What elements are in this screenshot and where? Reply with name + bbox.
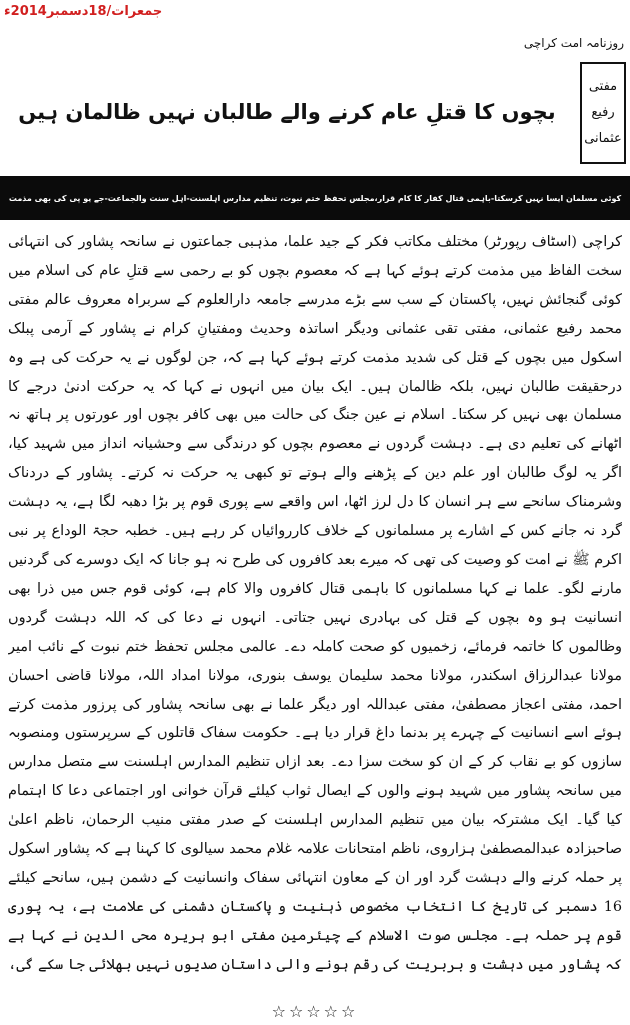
byline-line-3: عثمانی (584, 131, 622, 146)
end-stars: ☆☆☆☆☆ (271, 1002, 359, 1021)
strapline-bar (0, 176, 630, 220)
newspaper-source: روزنامہ امت کراچی (523, 36, 624, 50)
strapline-text: کوئی مسلمان ایسا نہیں کرسکتا-باہمی قتال کفار کا کام قرار،مجلس تحفظ ختم نبوت، تنظیم مدارس اہلسنت-اہل سنت والجماعت-جے یو پی کی بھی مذمت (8, 193, 622, 203)
article-body: کراچی (اسٹاف رپورٹر) مختلف مکاتب فکر کے جید علما، مذہبی جماعتوں نے سانحہ پشاور کی انتہائی سخت الفاظ میں مذمت کرتے ہوئے کہا ہے کہ معصوم بچوں کو بے رحمی سے قتلِ عام کی اسلام میں کوئی گنجائش نہیں، پاکستان کے سب سے بڑے مدرسے جامعہ دارالعلوم کے سربراہ معروف عالم مفتی محمد رفیع عثمانی، مفتی تقی عثمانی ودیگر اساتذہ وحدیث ومفتیانِ کرام نے پشاور کے آرمی پبلک اسکول میں بچوں کے قتل کی شدید مذمت کرتے ہوئے کہا ہے کہ، جن لوگوں نے یہ حرکت کی ہے وہ درحقیقت طالبان نہیں، بلکہ ظالمان ہیں۔ ایک بیان میں انہوں نے کہا کہ یہ حرکت ادنیٰ درجے کا مسلمان بھی نہیں کر سکتا۔ اسلام نے عین جنگ کی حالت میں بھی کافر بچوں اور عورتوں پر ہاتھ نہ اٹھانے کی تعلیم دی ہے۔ دہشت گردوں نے معصوم بچوں کو درندگی سے وحشیانہ انداز میں شہید کیا، اگر یہ لوگ طالبان اور علم دین کے پڑھنے والے ہوتے تو کبھی یہ حرکت نہ کرتے۔ پشاور کے دردناک وشرمناک سانحے سے ہر انسان کا دل لرز اٹھا، اس واقعے سے پوری قوم پر بڑا دھبہ لگا ہے، یہ دہشت گرد نہ جانے کس کے اشارے پر مسلمانوں کے خلاف کارروائیاں کر رہے ہیں۔ خطبہ حجۃ الوداع پر نبی اکرم ﷺ نے امت کو وصیت کی تھی کہ میرے بعد کافروں کی طرح نہ ہو جانا کہ ایک دوسرے کی گردنیں مارنے لگو۔ علما نے کہا مسلمانوں کا باہمی قتال کافروں والا کام ہے، کوئی قوم جس میں ذرا بھی انسانیت ہو وہ بچوں کے قتل کی بہادری نہیں جتاتی۔ انہوں نے دعا کی کہ اللہ دہشت گردوں وظالموں کا خاتمہ فرمائے، زخمیوں کو صحت کاملہ دے۔ عالمی مجلس تحفظ ختم نبوت کے نائب امیر مولانا عبدالرزاق اسکندر، مولانا محمد سلیمان یوسف بنوری، مولانا امداد اللہ، مولانا قاضی احسان احمد، مفتی اعجاز مصطفیٰ، مفتی عبداللہ اور دیگر علما نے بھی سانحہ پشاور کی پرزور مذمت کرتے ہوئے اسے انسانیت کے چہرے پر بدنما داغ قرار دیا ہے۔ حکومت سفاک قاتلوں کے سرپرستوں ومنصوبہ سازوں کو بے نقاب کر کے ان کو سخت سزا دے۔ بعد ازاں تنظیم المدارس اہلسنت سے متصل مدارس میں سانحہ پشاور میں شہید ہونے والوں کے ایصال ثواب کیلئے قرآن خوانی اور اجتماعی دعا کا اہتمام کیا گیا۔ ایک مشترکہ بیان میں تنظیم المدارس اہلسنت کے صدر مفتی منیب الرحمان، ناظم اعلیٰ صاحبزادہ عبدالمصطفیٰ ہزاروی، ناظم امتحانات علامہ غلام محمد سیالوی کا کہنا ہے کہ پشاور اسکول پر حملہ کرنے والے دہشت گرد اور ان کے معاون انتہائی سفاک وانسانیت کے دشمن ہیں، سانحے کیلئے 16 دسمبر کی تاریخ کا انتخاب مخصوص ذہنیت و پاکستان دشمنی کی علامت ہے، یہ پوری قوم پر حملہ ہے۔ مجلس صوت الاسلام کے چیئرمین مفتی ابو ہریرہ محی الدین نے کہا ہے کہ پشاور میں دہشت و بربریت کی رقم ہونے والی داستان صدیوں نہیں بھلائی جا سکے گی، (8, 234, 622, 973)
headline: بچوں کا قتلِ عام کرنے والے طالبان نہیں ظالمان ہیں (18, 100, 556, 125)
byline-line-2: رفیع (591, 105, 615, 120)
byline-line-1: مفتی (588, 79, 618, 94)
issue-date: جمعرات/18دسمبر2014ء (4, 4, 163, 19)
byline-box (580, 62, 626, 164)
headline-container (4, 58, 570, 168)
